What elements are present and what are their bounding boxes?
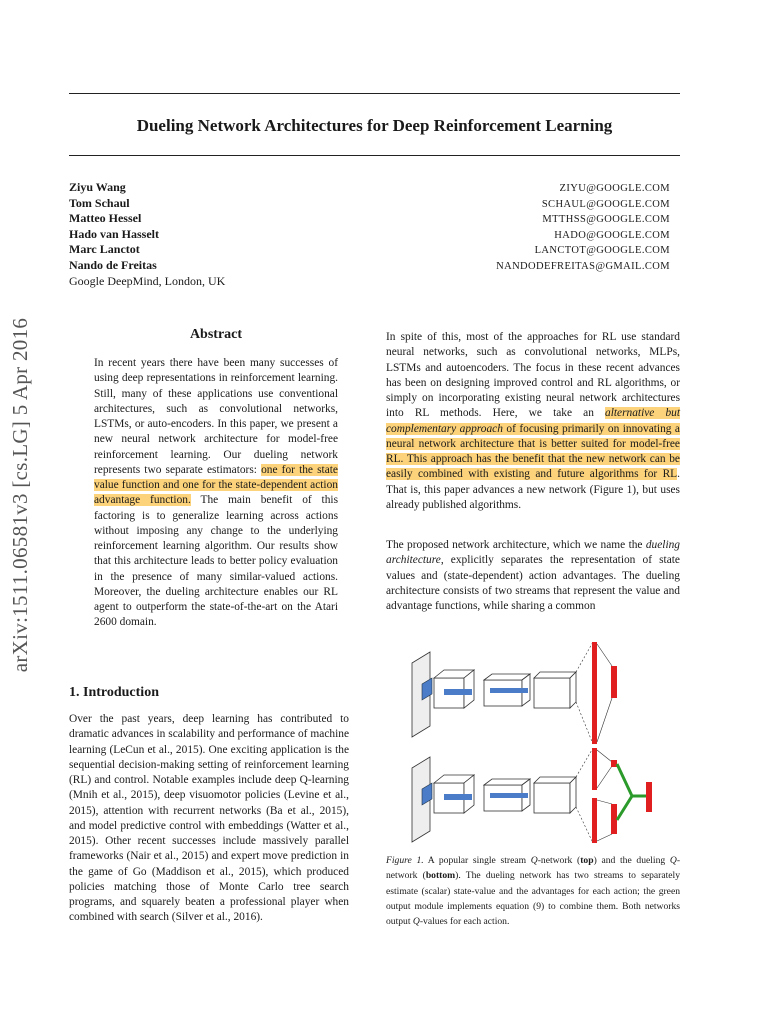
- abstract-text: The main benefit of this factoring is to generalize learning across actions without imposing any change to the underlying reinforcement learning algorithm. Our results show that this architecture leads to better policy evaluation in the presence of many similar-valued actions. Moreover, the dueling architecture enables our RL agent to outperform the state-of-the-art on the Atari 2600 domain.: [94, 494, 338, 629]
- caption-bold: bottom: [425, 870, 456, 882]
- connection-line: [597, 834, 612, 841]
- advantage-stream-layer: [592, 798, 597, 843]
- caption-text: -values for each action.: [419, 916, 510, 927]
- author-email: NANDODEFREITAS@GMAIL.COM: [496, 260, 670, 272]
- connection-line: [597, 800, 612, 804]
- q-output: [646, 782, 652, 812]
- author-name: Marc Lanctot: [69, 242, 140, 257]
- paragraph-text: . That is, this paper advances a new network (Figure 1), but uses already published algorithms.: [386, 468, 680, 511]
- author-list: [69, 180, 225, 289]
- highlight-text: of focusing primarily on innovating a neural network architecture that is better suited for model-free RL. This approach has the benefit that the new network can be easily combined with existing and future algorithms for RL: [386, 422, 680, 481]
- paper-title: Dueling Network Architectures for Deep Reinforcement Learning: [136, 116, 613, 135]
- right-column-paragraph-1: [386, 330, 680, 513]
- author-name: Ziyu Wang: [69, 180, 126, 194]
- conv-layer-box: [570, 672, 576, 708]
- connection-line: [576, 702, 593, 744]
- figure-caption: [386, 853, 680, 929]
- conv-layer-box: [534, 783, 570, 813]
- caption-text: -network (: [537, 855, 581, 866]
- arxiv-watermark: [8, 275, 34, 715]
- abstract-text: In recent years there have been many successes of using deep representations in reinforcement learning. Still, many of these applications use conventional architectures, such as convolutional networks, LSTMs, or auto-encoders. In this paper, we present a new neural network architecture for model-free reinforcement learning. Our dueling network represents two separate estimators:: [94, 357, 338, 476]
- caption-math: Q: [669, 855, 677, 866]
- highlight-italic: alternative but complementary approach: [386, 407, 681, 435]
- author-email: SCHAUL@GOOGLE.COM: [541, 198, 670, 210]
- caption-text: ) and the dueling: [593, 855, 670, 866]
- paragraph-text: The proposed network architecture, which we name the: [386, 539, 646, 551]
- network-architecture-figure: [400, 638, 670, 848]
- conv-feature: [444, 794, 472, 800]
- state-value-output: [611, 760, 617, 767]
- caption-text: ). The dueling network has two streams to separately estimate (scalar) state-value and the advantages for each action; the green output module implements equation (9) to combine them. Both networks output: [386, 870, 681, 927]
- dueling-network: [412, 748, 652, 843]
- conv-feature: [490, 688, 528, 693]
- conv-layer-box: [534, 672, 576, 678]
- email-list: [496, 181, 670, 275]
- abstract-heading: Abstract: [189, 327, 243, 342]
- conv-layer-box: [570, 777, 576, 813]
- author-name: Nando de Freitas: [69, 257, 157, 272]
- q-output: [611, 666, 617, 698]
- paragraph-italic: dueling architecture: [386, 539, 680, 567]
- author-email: MTTHSS@GOOGLE.COM: [542, 214, 670, 226]
- author-name: Tom Schaul: [69, 195, 130, 210]
- abstract-highlight: one for the state value function and one for the state-dependent action advantage function.: [94, 463, 338, 507]
- author-email: HADO@GOOGLE.COM: [554, 229, 670, 241]
- single-stream-network: [412, 642, 617, 744]
- connection-line: [576, 807, 593, 843]
- caption-math: Q: [412, 916, 420, 927]
- caption-bold: top: [580, 855, 594, 866]
- top-rule: [69, 93, 680, 94]
- affiliation: Google DeepMind, London, UK: [69, 273, 226, 288]
- figure-label: Figure 1.: [386, 855, 424, 866]
- author-email: ZIYU@GOOGLE.COM: [559, 183, 670, 194]
- conv-feature: [444, 689, 472, 695]
- paragraph-text: In spite of this, most of the approaches for RL use standard neural networks, such as convolutional networks, MLPs, LSTMs and autoencoders. The focus in these recent advances has been on designing improved control and RL algorithms, or simply on incorporating existing neural network architectures into RL methods. Here, we take an: [386, 331, 680, 420]
- introduction-heading: 1. Introduction: [69, 685, 159, 700]
- caption-text: -network (: [386, 855, 681, 882]
- abstract-body: [94, 356, 338, 631]
- connection-line: [576, 642, 593, 672]
- conv-layer-box: [534, 678, 570, 708]
- value-stream-layer: [592, 748, 597, 790]
- connection-line: [597, 644, 612, 666]
- author-name: Matteo Hessel: [69, 211, 142, 226]
- fc-layer: [592, 642, 597, 744]
- conv-layer-box: [534, 777, 576, 783]
- title-rule: [69, 155, 680, 156]
- author-name: Hado van Hasselt: [69, 226, 160, 241]
- arxiv-id: arXiv:1511.06581v3 [cs.LG] 5 Apr 2016: [8, 317, 32, 673]
- connection-line: [597, 698, 612, 742]
- connection-line: [597, 750, 612, 762]
- caption-text: A popular single stream: [423, 855, 531, 866]
- connection-line: [597, 766, 612, 788]
- caption-math: Q: [530, 855, 538, 866]
- paragraph-text: , explicitly separates the representation of state values and (state-dependent) action advantages. The dueling architecture consists of two streams that represent the value and advantage functions, while sharing a common: [386, 554, 680, 612]
- introduction-body: Over the past years, deep learning has contributed to dramatic advances in scalability and performance of machine learning (LeCun et al., 2015). One exciting application is the sequential decision-making setting of reinforcement learning (RL) and control. Notable examples include deep Q-learning (Mnih et al., 2015), deep visuomotor policies (Levine et al., 2015), attention with recurrent networks (Ba et al., 2015), and model predictive control with embeddings (Watter et al., 2015). Other recent successes include massively parallel frameworks (Nair et al., 2015) and expert move prediction in the game of Go (Maddison et al., 2015), which produced policies matching those of Monte Carlo tree search programs, and squarely beaten a professional player when combined with search (Silver et al., 2016).: [69, 713, 349, 924]
- author-email: LANCTOT@GOOGLE.COM: [534, 245, 670, 257]
- right-column-paragraph-2: [386, 538, 680, 614]
- connection-line: [576, 748, 593, 777]
- conv-feature: [490, 793, 528, 798]
- aggregator-module: [617, 764, 632, 820]
